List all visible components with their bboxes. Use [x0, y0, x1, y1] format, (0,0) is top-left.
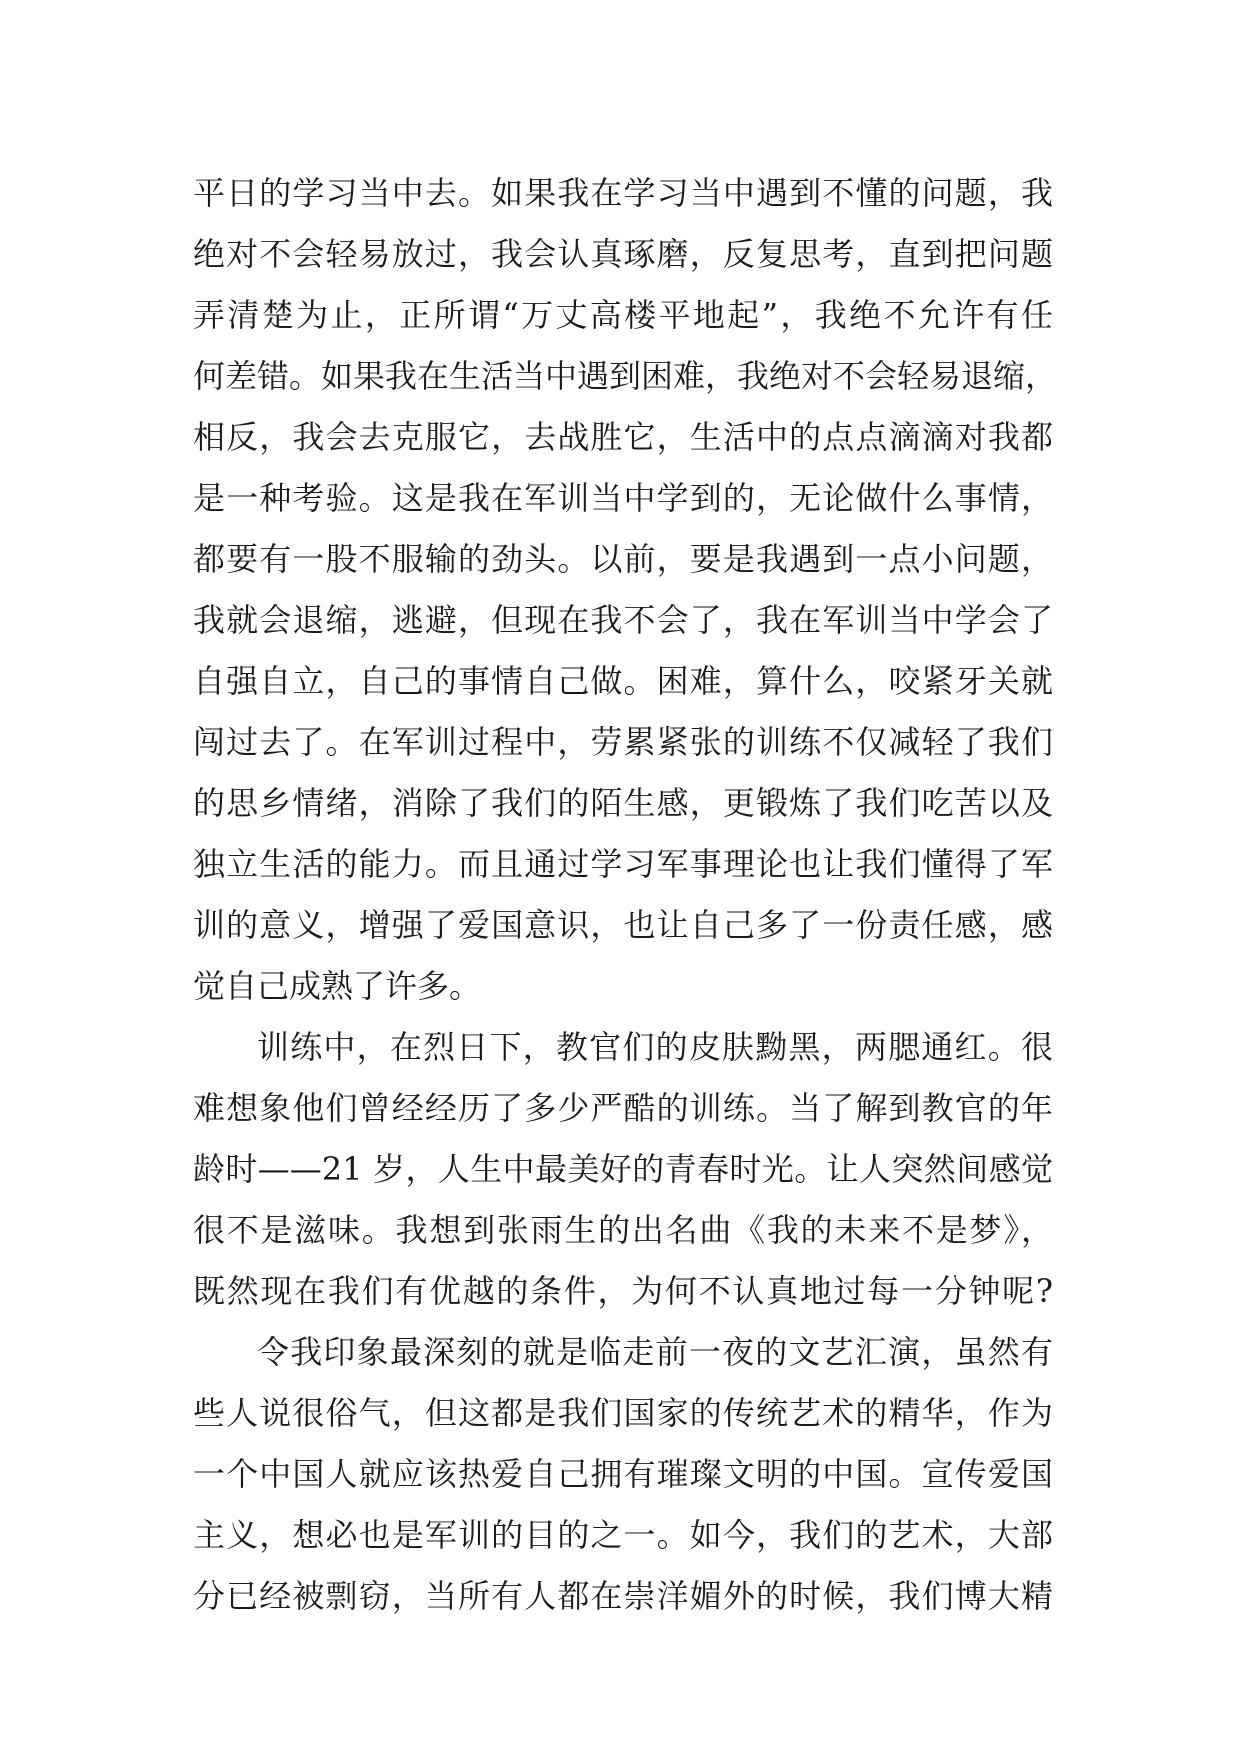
text-line: 绝对不会轻易放过，我会认真琢磨，反复思考，直到把问题 — [193, 235, 1053, 273]
body-text — [193, 163, 1058, 1627]
text-line: 平日的学习当中去。如果我在学习当中遇到不懂的问题，我 — [193, 174, 1053, 212]
text-line: 的思乡情绪，消除了我们的陌生感，更锻炼了我们吃苦以及 — [193, 784, 1053, 822]
text-line: 弄清楚为止，正所谓“万丈高楼平地起”，我绝不允许有任 — [193, 296, 1053, 334]
text-line: 相反，我会去克服它，去战胜它，生活中的点点滴滴对我都 — [193, 418, 1053, 456]
text-line: 觉自己成熟了许多。 — [193, 967, 482, 1005]
text-line: 主义，想必也是军训的目的之一。如今，我们的艺术，大部 — [193, 1516, 1053, 1554]
paragraph-first-line: 令我印象最深刻的就是临走前一夜的文艺汇演，虽然有 — [257, 1333, 1053, 1371]
text-line: 训的意义，增强了爱国意识，也让自己多了一份责任感，感 — [193, 906, 1053, 944]
text-line: 闯过去了。在军训过程中，劳累紧张的训练不仅减轻了我们 — [193, 723, 1053, 761]
text-line: 龄时——21 岁，人生中最美好的青春时光。让人突然间感觉 — [193, 1150, 1053, 1188]
text-line: 是一种考验。这是我在军训当中学到的，无论做什么事情， — [193, 479, 1053, 517]
text-line: 自强自立，自己的事情自己做。困难，算什么，咬紧牙关就 — [193, 662, 1053, 700]
text-line: 都要有一股不服输的劲头。以前，要是我遇到一点小问题， — [193, 540, 1053, 578]
text-line: 一个中国人就应该热爱自己拥有璀璨文明的中国。宣传爱国 — [193, 1455, 1053, 1493]
text-line: 很不是滋味。我想到张雨生的出名曲《我的未来不是梦》， — [193, 1211, 1053, 1249]
text-line: 难想象他们曾经经历了多少严酷的训练。当了解到教官的年 — [193, 1089, 1053, 1127]
text-line: 独立生活的能力。而且通过学习军事理论也让我们懂得了军 — [193, 845, 1053, 883]
text-line: 既然现在我们有优越的条件，为何不认真地过每一分钟呢? — [193, 1272, 1053, 1310]
text-line: 分已经被剽窃，当所有人都在崇洋媚外的时候，我们博大精 — [193, 1577, 1053, 1615]
paragraph-first-line: 训练中，在烈日下，教官们的皮肤黝黑，两腮通红。很 — [257, 1028, 1053, 1066]
text-line: 我就会退缩，逃避，但现在我不会了，我在军训当中学会了 — [193, 601, 1053, 639]
text-line: 何差错。如果我在生活当中遇到困难，我绝对不会轻易退缩， — [193, 357, 1058, 395]
text-line: 些人说很俗气，但这都是我们国家的传统艺术的精华，作为 — [193, 1394, 1053, 1432]
